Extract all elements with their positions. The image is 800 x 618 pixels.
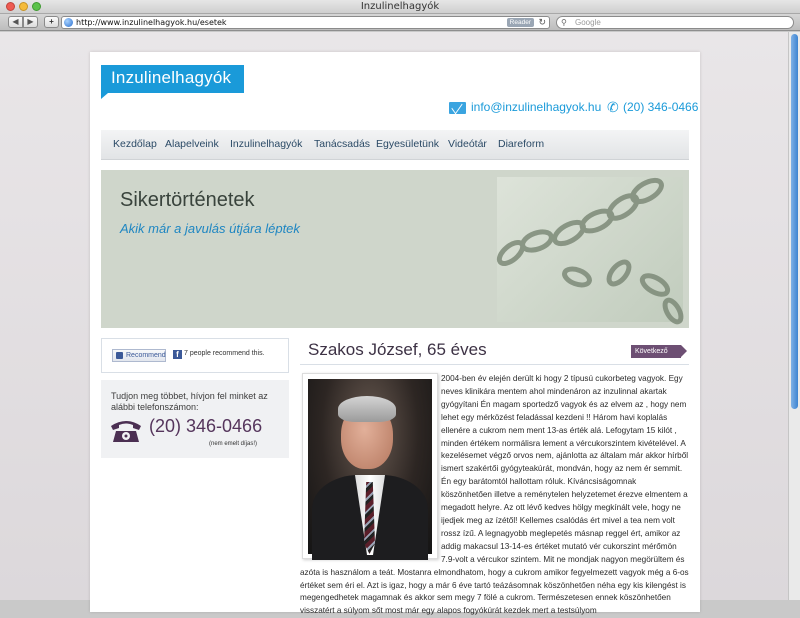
- back-arrow-icon: ◀: [12, 17, 19, 26]
- add-bookmark-button[interactable]: [44, 16, 59, 28]
- header-phone: (20) 346-0466: [623, 100, 699, 114]
- plus-icon: +: [49, 17, 54, 26]
- nav-item-videotar[interactable]: Videótár: [448, 138, 487, 150]
- page-scrollbar[interactable]: [788, 32, 800, 600]
- logo-tab-decoration: [101, 93, 108, 99]
- window-titlebar: [0, 0, 800, 14]
- email-link[interactable]: info@inzulinelhagyok.hu: [471, 100, 602, 114]
- search-bar[interactable]: [556, 16, 794, 29]
- page-container: [90, 52, 700, 616]
- article-title: Szakos József, 65 éves: [308, 340, 487, 359]
- thumbs-up-icon: [116, 352, 123, 359]
- facebook-recommend-button[interactable]: [112, 349, 166, 362]
- nav-item-kezdolap[interactable]: Kezdőlap: [113, 138, 157, 150]
- phone-info-box: [101, 380, 289, 458]
- sidebar-phone-number: (20) 346-0466: [149, 416, 263, 436]
- hero-subtitle: Akik már a javulás útjára léptek: [120, 221, 300, 236]
- back-button[interactable]: [8, 16, 23, 28]
- nav-item-diareform[interactable]: Diareform: [498, 138, 545, 150]
- browser-toolbar: [0, 14, 800, 31]
- forward-button[interactable]: [23, 16, 38, 28]
- search-input[interactable]: Google: [575, 18, 601, 27]
- telephone-icon: [109, 418, 143, 443]
- phone-note: (nem emelt díjas!): [209, 441, 258, 447]
- scrollbar-thumb[interactable]: [791, 34, 798, 409]
- phone-info-text: Tudjon meg többet, hívjon fel minket az alábbi telefonszámon:: [111, 391, 268, 412]
- address-bar[interactable]: [61, 16, 550, 29]
- site-logo[interactable]: [101, 65, 244, 93]
- page-viewport: [0, 32, 788, 616]
- logo-text: Inzulinelhagyók: [111, 68, 232, 87]
- forward-arrow-icon: ▶: [27, 17, 34, 26]
- reload-icon[interactable]: ↻: [538, 17, 546, 27]
- main-navigation: [101, 130, 689, 160]
- hero-title: Sikertörténetek: [120, 189, 255, 211]
- search-icon: ⚲: [561, 18, 567, 27]
- reader-button[interactable]: Reader: [507, 18, 534, 27]
- broken-chain-image: [497, 177, 683, 322]
- recommend-count: 7 people recommend this.: [184, 350, 265, 357]
- article-body: [300, 373, 689, 618]
- photo-spacer: [300, 373, 441, 563]
- nav-item-tanacsadas[interactable]: Tanácsadás: [314, 138, 371, 150]
- window-title: Inzulinelhagyók: [360, 1, 440, 12]
- recommend-label: Recommend: [126, 352, 166, 359]
- url-input[interactable]: http://www.inzulinelhagyok.hu/esetek: [76, 18, 227, 27]
- chain-illustration: [497, 177, 683, 322]
- globe-icon: [64, 18, 73, 27]
- facebook-recommend-box: [101, 338, 289, 373]
- hero-banner: [101, 170, 689, 328]
- article-header: [300, 337, 689, 365]
- nav-item-inzulinelhagyok[interactable]: Inzulinelhagyók: [230, 138, 303, 150]
- phone-icon: ✆: [607, 99, 619, 115]
- article-paragraph: 2004-ben év elején derült ki hogy 2 típusú cukorbeteg vagyok. Egy neves klinikára mentem ahol mindenáron az inzulinnal akartak gyógyítani Én magam sportedző vagyok és az elvem az , hogy nem lehet egy mérközést feladással kezdeni !! Három havi koplalás ellenére a cukrom nem ment 13-as érték alá. Lefogytam 15 kilót , minden értékem normálisra lement a vércukorszintem kivételével. A kezelésemet végző orvos nem, ajánlotta az általam már akkor hírből ismert szakértői gyógyteakúrát, mondván, hogy az nem ér semmit. Én egy barátomtól hallottam róluk. Kíváncsiságomnak köszönhetően illetve a reménytelen helyzetemet érezve elmentem a megadott helyre. Az ott lévő kedves hölgy megkínált vele, hogy ne ijedjek meg az ízétől! Kellemes csalódás ért mivel a tea nem volt rossz ízű. A legnagyobb meglepetés másnap reggel ért, amikor az addig makacsul 13-14-es értéket mutató vér cukorszint mérőmön 7.9-volt a vércukor szintem. Mit ne mondjak nagyon megörültem és azóta is használom a teát. Mostanra elmondhatom, hogy a cukrom amikor fegyelmezett vagyok még a 6-os értéket sem éri el. Azt is igaz, hogy a már 6 éve tartó teázásomnak köszönhetően néha egy kis kilengést is megengedhetek magamnak és akkor sem megy 7 fölé a cukrom. Természetesen ennek köszönhetően visszatért a súlyom sőt most már egy alapos fogyókúrát kezdek mert a testsúlyom: [300, 374, 689, 616]
- envelope-icon: [449, 102, 466, 114]
- nav-item-alapelveink[interactable]: Alapelveink: [165, 138, 219, 150]
- facebook-logo-icon: f: [173, 350, 182, 359]
- nav-item-egyesuletunk[interactable]: Egyesületünk: [376, 138, 440, 150]
- next-story-button[interactable]: Következő: [631, 345, 681, 358]
